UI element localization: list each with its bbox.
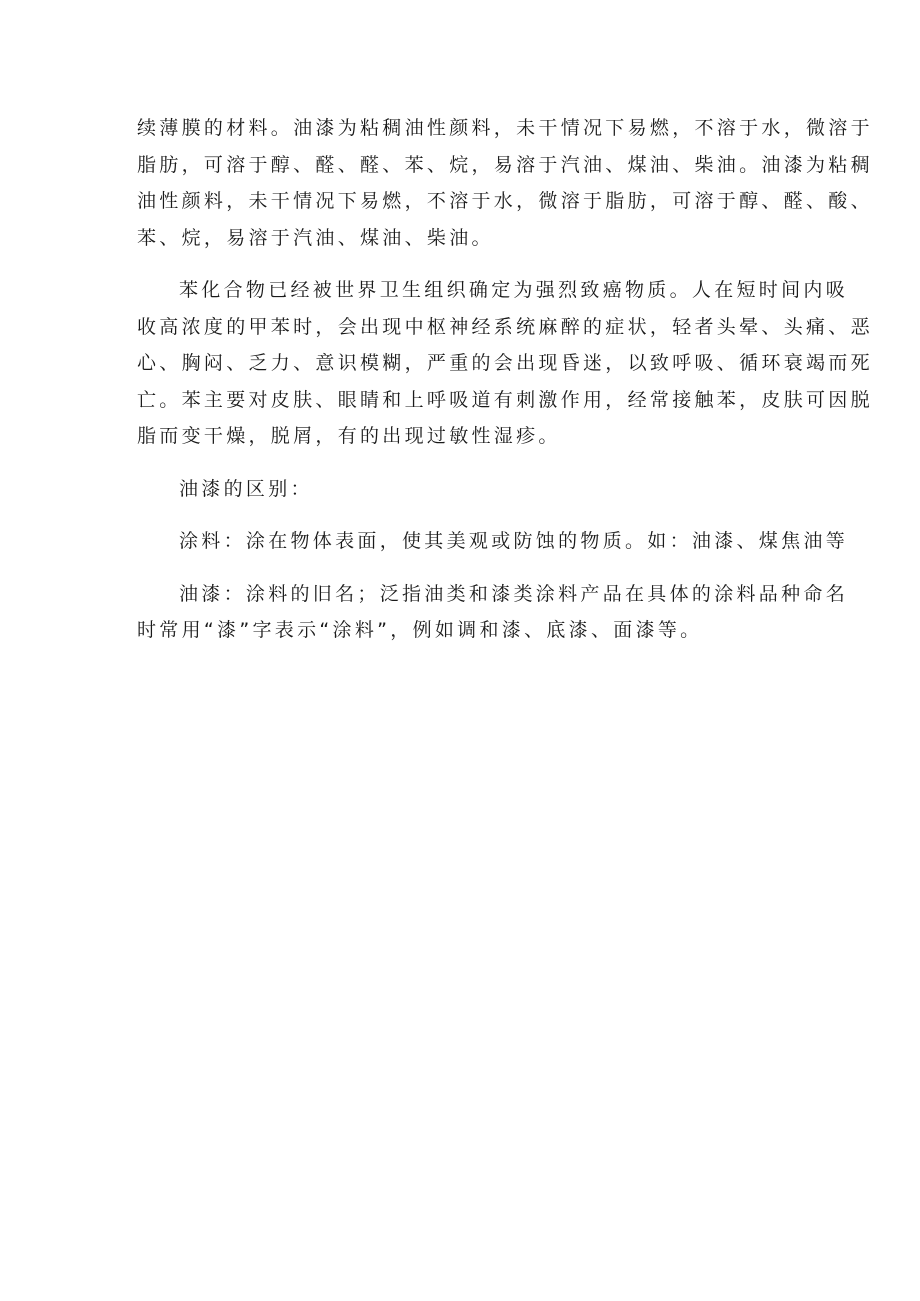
text-line: 心、胸闷、乏力、意识模糊，严重的会出现昏迷，以致呼吸、循环衰竭而死	[137, 352, 873, 374]
text-line: 苯、烷，易溶于汽油、煤油、柴油。	[137, 226, 494, 249]
paragraph-paint-properties	[137, 110, 873, 256]
document-body	[137, 110, 873, 665]
text-line: 涂料：涂在物体表面，使其美观或防蚀的物质。如：油漆、煤焦油等	[179, 530, 849, 552]
text-line: 时常用“漆”字表示“涂料”，例如调和漆、底漆、面漆等。	[137, 619, 703, 641]
text-line: 脂而变干燥，脱屑，有的出现过敏性湿疹。	[137, 425, 561, 447]
paragraph-paint-definition	[137, 576, 849, 649]
text-line: 油性颜料，未干情况下易燃，不溶于水，微溶于脂肪，可溶于醇、醛、酸、	[137, 190, 873, 212]
paragraph-coating-definition	[137, 523, 849, 560]
text-line: 苯化合物已经被世界卫生组织确定为强烈致癌物质。人在短时间内吸	[179, 279, 849, 301]
text-line: 亡。苯主要对皮肤、眼睛和上呼吸道有刺激作用，经常接触苯，皮肤可因脱	[137, 388, 873, 411]
text-line: 油漆的区别：	[179, 477, 313, 500]
text-line: 续薄膜的材料。油漆为粘稠油性颜料，未干情况下易燃，不溶于水，微溶于	[137, 117, 873, 139]
text-line: 脂肪，可溶于醇、醛、醛、苯、烷，易溶于汽油、煤油、柴油。油漆为粘稠	[137, 153, 873, 176]
text-line: 收高浓度的甲苯时，会出现中枢神经系统麻醉的症状，轻者头晕、头痛、恶	[137, 315, 873, 338]
paragraph-difference-heading	[137, 471, 805, 508]
text-line: 油漆：涂料的旧名；泛指油类和漆类涂料产品在具体的涂料品种命名	[179, 582, 849, 605]
paragraph-benzene-hazards	[137, 272, 873, 455]
